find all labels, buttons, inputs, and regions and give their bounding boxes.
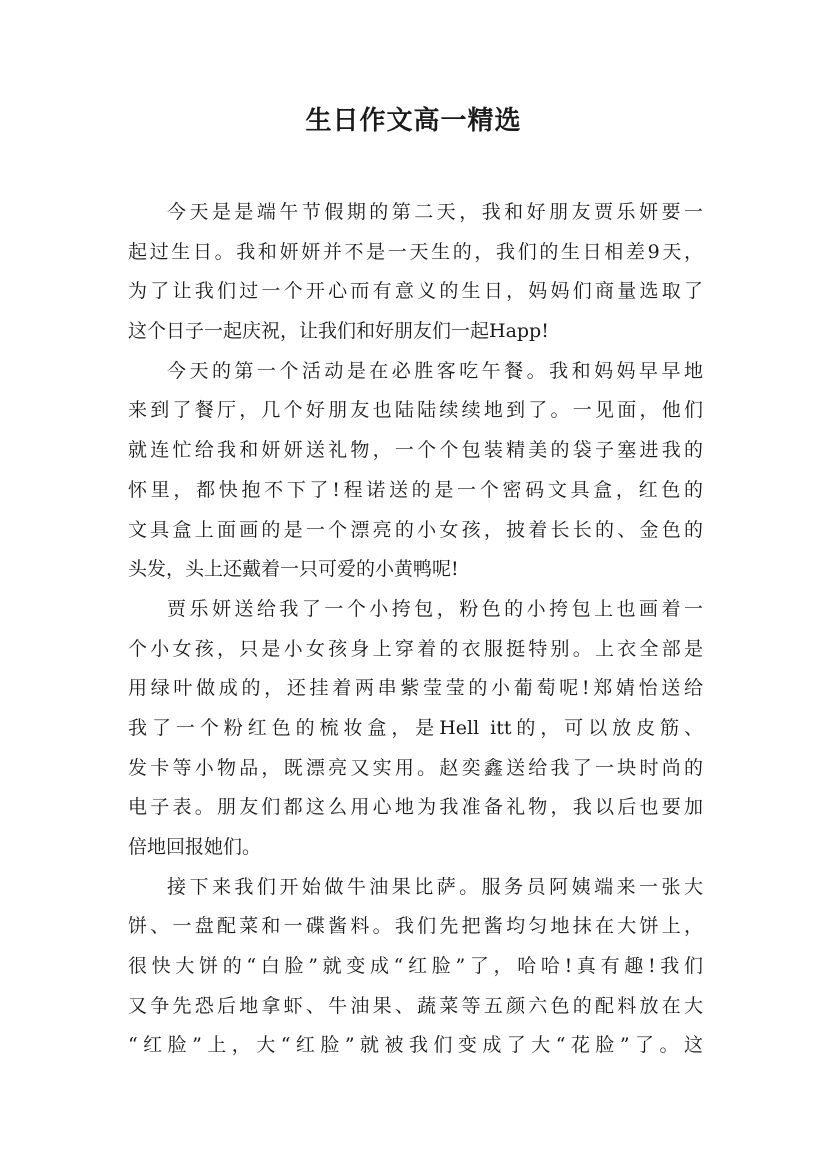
text-line: 今天是是端午节假期的第二天，我和好朋友贾乐妍要一 [167,201,703,223]
text-line: 就连忙给我和妍妍送礼物，一个个包装精美的袋子塞进我的 [128,439,703,462]
text-line: 起过生日。我和妍妍并不是一天生的，我们的生日相差9天， [128,240,703,263]
text-line: 今天的第一个活动是在必胜客吃午餐。我和妈妈早早地 [167,359,703,382]
text-line: 很快大饼的“白脸”就变成“红脸”了，哈哈!真有趣!我们 [128,955,703,978]
text-line: 贾乐妍送给我了一个小挎包，粉色的小挎包上也画着一 [167,597,703,620]
text-line: 文具盒上面画的是一个漂亮的小女孩，披着长长的、金色的 [128,518,703,541]
text-line: 电子表。朋友们都这么用心地为我准备礼物，我以后也要加 [128,796,703,819]
text-line: 来到了餐厅，几个好朋友也陆陆续续地到了。一见面，他们 [128,399,703,422]
text-line: 怀里，都快抱不下了!程诺送的是一个密码文具盒，红色的 [128,478,703,501]
text-line: 发卡等小物品，既漂亮又实用。赵奕鑫送给我了一块时尚的 [128,756,703,779]
text-line: 用绿叶做成的，还挂着两串紫莹莹的小葡萄呢!郑婧怡送给 [128,677,703,700]
text-line: 个小女孩，只是小女孩身上穿着的衣服挺特别。上衣全部是 [128,637,703,660]
text-line: “红脸”上，大“红脸”就被我们变成了大“花脸”了。这 [128,1034,703,1057]
text-line: 倍地回报她们。 [128,836,262,858]
text-line: 饼、一盘配菜和一碟酱料。我们先把酱均匀地抹在大饼上， [128,915,703,938]
text-line: 我了一个粉红色的梳妆盒，是Hell itt的，可以放皮筋、 [128,716,703,739]
text-line: 又争先恐后地拿虾、牛油果、蔬菜等五颜六色的配料放在大 [128,994,703,1017]
text-line: 为了让我们过一个开心而有意义的生日，妈妈们商量选取了 [128,280,703,303]
document-title: 生日作文高一精选 [305,106,522,136]
text-line: 这个日子一起庆祝，让我们和好朋友们一起Happ! [128,320,549,343]
document-body [128,193,703,1066]
text-line: 头发，头上还戴着一只可爱的小黄鸭呢! [128,558,459,581]
text-line: 接下来我们开始做牛油果比萨。服务员阿姨端来一张大 [167,875,703,898]
